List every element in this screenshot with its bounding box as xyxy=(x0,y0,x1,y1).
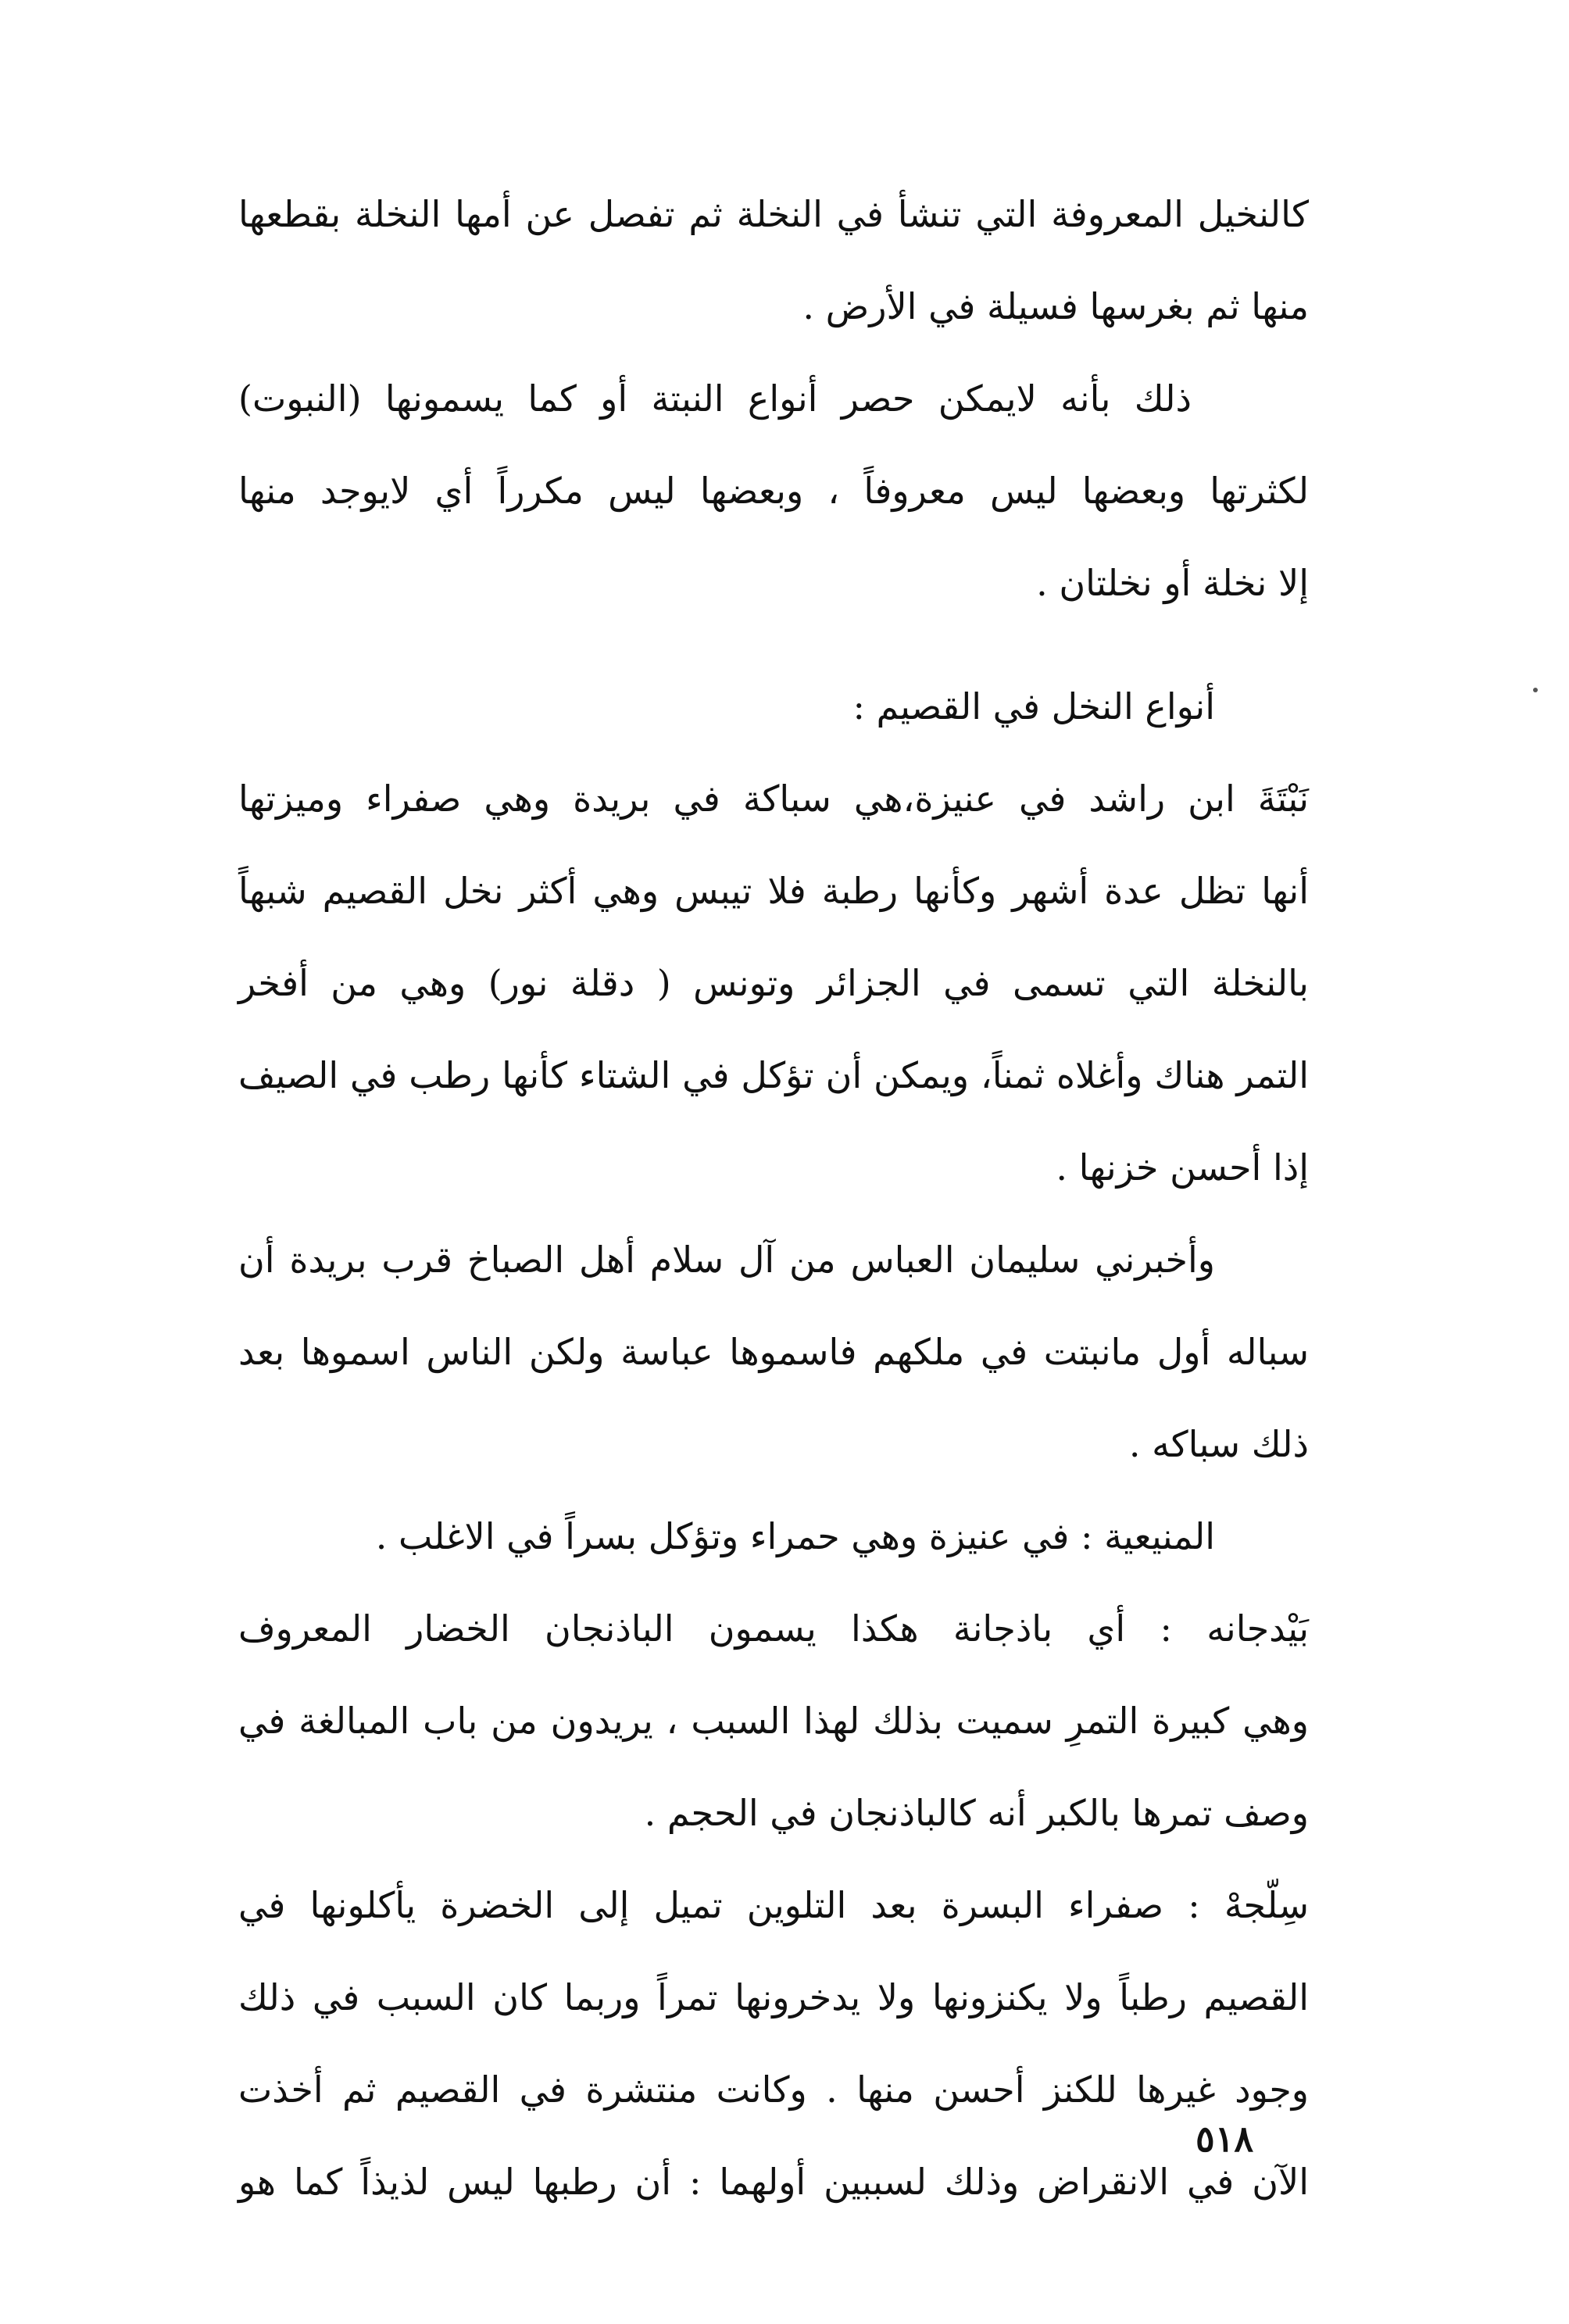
margin-mark xyxy=(1533,688,1538,692)
text-line: القصيم رطباً ولا يكنزونها ولا يدخرونها تمراً وربما كان السبب في ذلك xyxy=(238,1976,1309,2018)
page-body xyxy=(238,168,1309,2228)
text-line: التمر هناك وأغلاه ثمناً، ويمكن أن تؤكل في الشتاء كأنها رطب في الصيف xyxy=(238,1054,1309,1096)
section-heading: أنواع النخل في القصيم : xyxy=(852,685,1215,728)
text-line: المنيعية : في عنيزة وهي حمراء وتؤكل بسراً في الاغلب . xyxy=(375,1515,1215,1557)
text-line: منها ثم بغرسها فسيلة في الأرض . xyxy=(802,285,1309,327)
text-line: نَبْتَةَ ابن راشد في عنيزة،هي سباكة في بريدة وهي صفراء وميزتها xyxy=(238,778,1309,820)
text-line: وأخبرني سليمان العباس من آل سلام أهل الصباخ قرب بريدة أن xyxy=(238,1239,1215,1281)
text-line: ذلك سباكه . xyxy=(1128,1423,1309,1465)
text-line: سِلّجهْ : صفراء البسرة بعد التلوين تميل إلى الخضرة يأكلونها في xyxy=(238,1884,1309,1926)
text-line: أنها تظل عدة أشهر وكأنها رطبة فلا تيبس وهي أكثر نخل القصيم شبهاً xyxy=(238,870,1309,912)
text-line: وهي كبيرة التمرِ سميت بذلك لهذا السبب ، يريدون من باب المبالغة في xyxy=(238,1700,1309,1742)
text-line: لكثرتها وبعضها ليس معروفاً ، وبعضها ليس مكرراً أي لايوجد منها xyxy=(238,470,1309,512)
text-line: وصف تمرها بالكبر أنه كالباذنجان في الحجم . xyxy=(644,1792,1309,1834)
text-line: وجود غيرها للكنز أحسن منها . وكانت منتشرة في القصيم ثم أخذت xyxy=(238,2068,1309,2111)
text-line: بَيْدجانه : أي باذجانة هكذا يسمون الباذنجان الخضار المعروف xyxy=(238,1607,1309,1650)
text-line: كالنخيل المعروفة التي تنشأ في النخلة ثم تفصل عن أمها النخلة بقطعها xyxy=(238,193,1309,235)
text-line: بالنخلة التي تسمى في الجزائر وتونس ( دقلة نور) وهي من أفخر xyxy=(238,962,1309,1004)
text-line: إذا أحسن خزنها . xyxy=(1056,1146,1309,1189)
text-line: سباله أول مانبتت في ملكهم فاسموها عباسة ولكن الناس اسموها بعد xyxy=(238,1331,1309,1373)
text-line: ذلك بأنه لايمكن حصر أنواع النبتة أو كما يسمونها (النبوت) xyxy=(238,377,1192,420)
text-line: الآن في الانقراض وذلك لسببين أولهما : أن رطبها ليس لذيذاً كما هو xyxy=(238,2161,1309,2203)
text-line: إلا نخلة أو نخلتان . xyxy=(1036,562,1309,604)
page-number: ٥١٨ xyxy=(1196,2118,1254,2160)
